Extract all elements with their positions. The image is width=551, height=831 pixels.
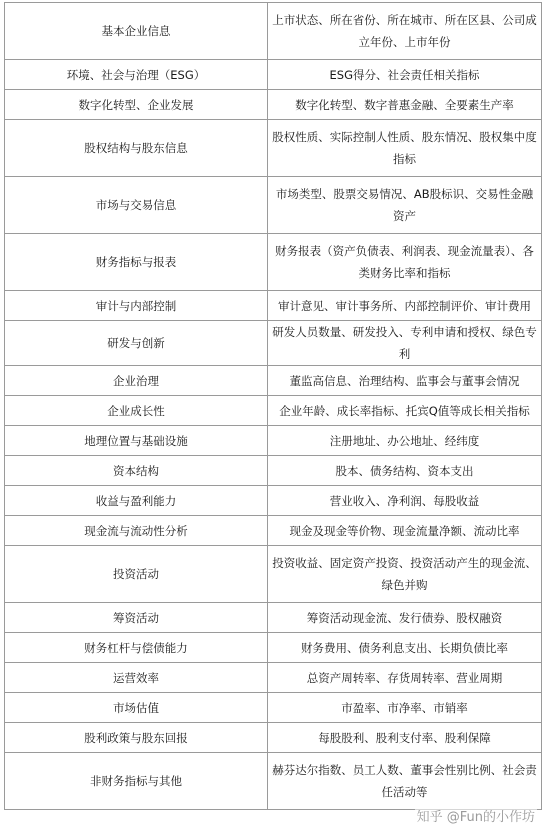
table-row <box>5 120 542 177</box>
category-cell: 审计与内部控制 <box>5 291 268 321</box>
category-cell: 运营效率 <box>5 663 268 693</box>
table-row <box>5 486 542 516</box>
table-row <box>5 456 542 486</box>
details-cell: 市盈率、市净率、市销率 <box>268 693 542 723</box>
table-row <box>5 633 542 663</box>
table-row <box>5 3 542 60</box>
details-cell: 投资收益、固定资产投资、投资活动产生的现金流、绿色并购 <box>268 546 542 603</box>
table-row <box>5 753 542 810</box>
table-row <box>5 366 542 396</box>
category-cell: 地理位置与基础设施 <box>5 426 268 456</box>
details-cell: 研发人员数量、研发投入、专利申请和授权、绿色专利 <box>268 321 542 366</box>
category-cell: 财务杠杆与偿债能力 <box>5 633 268 663</box>
details-cell: 上市状态、所在省份、所在城市、所在区县、公司成立年份、上市年份 <box>268 3 542 60</box>
data-table <box>4 2 542 810</box>
category-cell: 股利政策与股东回报 <box>5 723 268 753</box>
table-row <box>5 723 542 753</box>
category-cell: 基本企业信息 <box>5 3 268 60</box>
details-cell: 股本、债务结构、资本支出 <box>268 456 542 486</box>
watermark: 知乎 @Fun的小作坊 <box>415 806 537 825</box>
details-cell: 市场类型、股票交易情况、AB股标识、交易性金融资产 <box>268 177 542 234</box>
details-cell: 企业年龄、成长率指标、托宾Q值等成长相关指标 <box>268 396 542 426</box>
details-cell: 财务费用、债务利息支出、长期负债比率 <box>268 633 542 663</box>
details-cell: 筹资活动现金流、发行债券、股权融资 <box>268 603 542 633</box>
table-row <box>5 321 542 366</box>
details-cell: 股权性质、实际控制人性质、股东情况、股权集中度指标 <box>268 120 542 177</box>
category-cell: 环境、社会与治理（ESG） <box>5 60 268 90</box>
table-row <box>5 234 542 291</box>
table-row <box>5 90 542 120</box>
table-row <box>5 291 542 321</box>
details-cell: 董监高信息、治理结构、监事会与董事会情况 <box>268 366 542 396</box>
category-cell: 股权结构与股东信息 <box>5 120 268 177</box>
category-cell: 企业成长性 <box>5 396 268 426</box>
table-row <box>5 693 542 723</box>
table-row <box>5 177 542 234</box>
category-cell: 筹资活动 <box>5 603 268 633</box>
category-cell: 研发与创新 <box>5 321 268 366</box>
category-cell: 市场估值 <box>5 693 268 723</box>
details-cell: 财务报表（资产负债表、利润表、现金流量表）、各类财务比率和指标 <box>268 234 542 291</box>
table-row <box>5 603 542 633</box>
table-row <box>5 516 542 546</box>
category-cell: 现金流与流动性分析 <box>5 516 268 546</box>
details-cell: 营业收入、净利润、每股收益 <box>268 486 542 516</box>
category-cell: 数字化转型、企业发展 <box>5 90 268 120</box>
table-row <box>5 663 542 693</box>
details-cell: 现金及现金等价物、现金流量净额、流动比率 <box>268 516 542 546</box>
category-cell: 财务指标与报表 <box>5 234 268 291</box>
details-cell: 赫芬达尔指数、员工人数、董事会性别比例、社会责任活动等 <box>268 753 542 810</box>
table-row <box>5 60 542 90</box>
category-cell: 非财务指标与其他 <box>5 753 268 810</box>
details-cell: ESG得分、社会责任相关指标 <box>268 60 542 90</box>
category-cell: 市场与交易信息 <box>5 177 268 234</box>
table-row <box>5 546 542 603</box>
category-cell: 收益与盈利能力 <box>5 486 268 516</box>
category-cell: 资本结构 <box>5 456 268 486</box>
details-cell: 注册地址、办公地址、经纬度 <box>268 426 542 456</box>
details-cell: 审计意见、审计事务所、内部控制评价、审计费用 <box>268 291 542 321</box>
table-row <box>5 396 542 426</box>
details-cell: 总资产周转率、存货周转率、营业周期 <box>268 663 542 693</box>
details-cell: 数字化转型、数字普惠金融、全要素生产率 <box>268 90 542 120</box>
category-cell: 投资活动 <box>5 546 268 603</box>
details-cell: 每股股利、股利支付率、股利保障 <box>268 723 542 753</box>
table-row <box>5 426 542 456</box>
category-cell: 企业治理 <box>5 366 268 396</box>
